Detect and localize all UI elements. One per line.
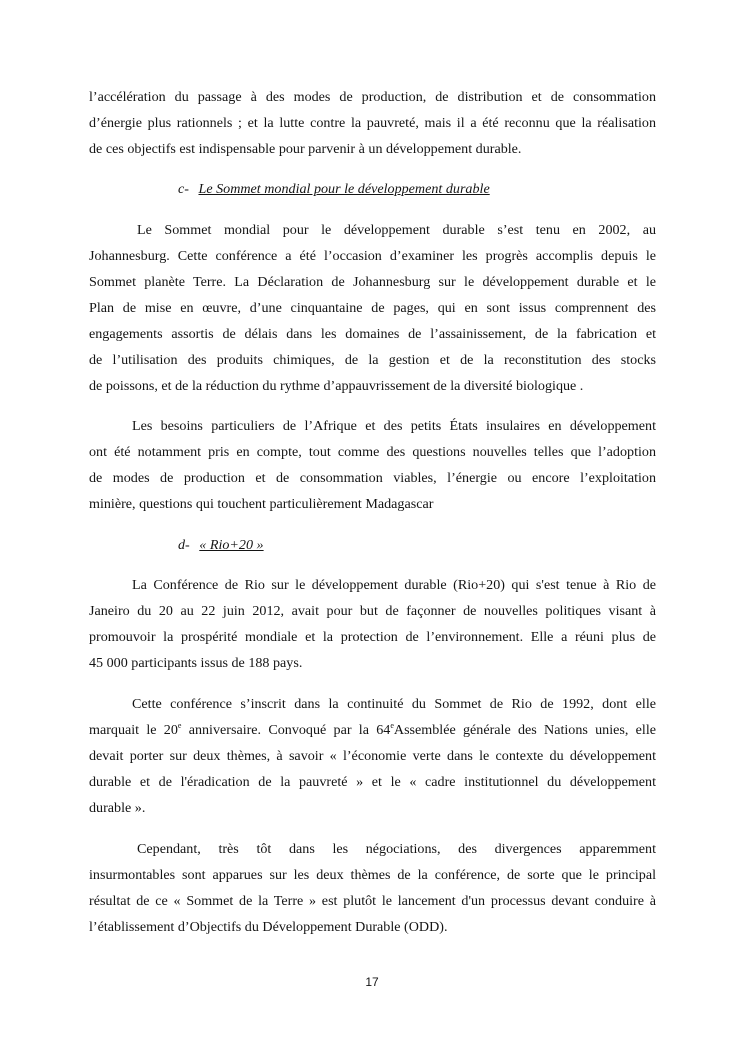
text-line: minière, questions qui touchent particulièrement Madagascar bbox=[89, 496, 434, 512]
section-title: « Rio+20 » bbox=[199, 537, 264, 553]
text-line: La Conférence de Rio sur le développement durable (Rio+20) qui s'est tenue à Rio de bbox=[132, 577, 656, 593]
text-fragment: Assemblée générale des Nations unies, elle bbox=[393, 722, 656, 738]
text-line: ont été notamment pris en compte, tout comme des questions nouvelles telles que l’adoption bbox=[89, 444, 656, 460]
text-line: résultat de ce « Sommet de la Terre » est plutôt le lancement d'un processus devant conduire à bbox=[89, 893, 656, 909]
text-line-with-superscripts bbox=[89, 722, 656, 739]
section-heading-c bbox=[178, 181, 490, 198]
text-line: 45 000 participants issus de 188 pays. bbox=[89, 655, 303, 671]
text-fragment: marquait le 20 bbox=[89, 722, 178, 738]
text-line: l’établissement d’Objectifs du Développement Durable (ODD). bbox=[89, 919, 448, 935]
ordinal-superscript: e bbox=[390, 721, 394, 730]
text-line: promouvoir la prospérité mondiale et la protection de l’environnement. Elle a réuni plus de bbox=[89, 629, 656, 645]
text-line: l’accélération du passage à des modes de production, de distribution et de consommation bbox=[89, 89, 656, 105]
text-line: de ces objectifs est indispensable pour parvenir à un développement durable. bbox=[89, 141, 522, 157]
text-line: devait porter sur deux thèmes, à savoir « l’économie verte dans le contexte du développement bbox=[89, 748, 656, 764]
text-line: d’énergie plus rationnels ; et la lutte contre la pauvreté, mais il a été reconnu que la réalisation bbox=[89, 115, 656, 131]
section-marker: c- bbox=[178, 181, 189, 197]
text-line: insurmontables sont apparues sur les deux thèmes de la conférence, de sorte que le principal bbox=[89, 867, 656, 883]
ordinal-superscript: e bbox=[177, 721, 182, 730]
text-line: Cependant, très tôt dans les négociations, des divergences apparemment bbox=[137, 841, 656, 857]
text-line: de l’utilisation des produits chimiques, de la gestion et de la reconstitution des stocks bbox=[89, 352, 656, 368]
text-line: Sommet planète Terre. La Déclaration de Johannesburg sur le développement durable et le bbox=[89, 274, 656, 290]
page-number: 17 bbox=[365, 975, 379, 989]
text-line: Plan de mise en œuvre, d’une cinquantaine de pages, qui en sont issus comprennent des bbox=[89, 300, 656, 316]
text-fragment: anniversaire. Convoqué par la 64 bbox=[181, 722, 391, 738]
text-line: Les besoins particuliers de l’Afrique et des petits États insulaires en développement bbox=[132, 418, 656, 434]
text-line: durable et de l'éradication de la pauvreté » et le « cadre institutionnel du développement bbox=[89, 774, 656, 790]
text-line: Le Sommet mondial pour le développement durable s’est tenu en 2002, au bbox=[137, 222, 656, 238]
section-title: Le Sommet mondial pour le développement durable bbox=[198, 181, 490, 197]
text-line: durable ». bbox=[89, 800, 146, 816]
section-marker: d- bbox=[178, 537, 190, 553]
text-line: Johannesburg. Cette conférence a été l’occasion d’examiner les progrès accomplis depuis le bbox=[89, 248, 656, 264]
text-line: de poissons, et de la réduction du rythme d’appauvrissement de la diversité biologique . bbox=[89, 378, 584, 394]
text-line: Janeiro du 20 au 22 juin 2012, avait pour but de façonner de nouvelles politiques visant à bbox=[89, 603, 656, 619]
text-line: engagements assortis de délais dans les domaines de l’assainissement, de la fabrication et bbox=[89, 326, 656, 342]
text-line: Cette conférence s’inscrit dans la continuité du Sommet de Rio de 1992, dont elle bbox=[132, 696, 656, 712]
section-heading-d bbox=[178, 537, 264, 554]
text-line: de modes de production et de consommation viables, l’énergie ou encore l’exploitation bbox=[89, 470, 656, 486]
